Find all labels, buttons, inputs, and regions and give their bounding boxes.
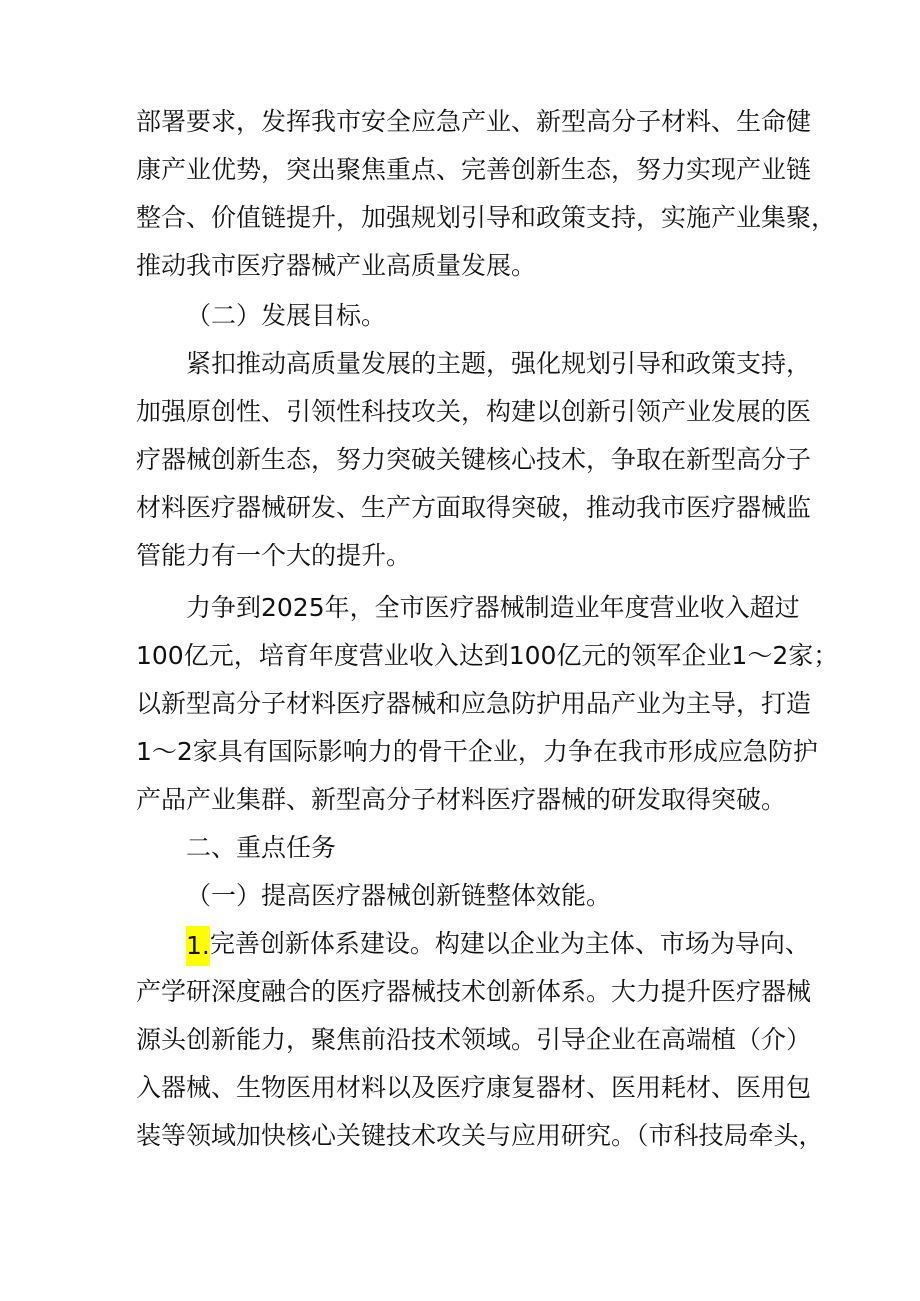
paragraph-line: 产品产业集群、新型高分子材料医疗器械的研发取得突破。 <box>136 785 787 814</box>
subsection-heading-innovation-chain: （一）提高医疗器械创新链整体效能。 <box>186 881 612 910</box>
paragraph-line: 100亿元，培育年度营业收入达到100亿元的领军企业1～2家； <box>136 641 839 670</box>
list-item-1-text: 完善创新体系建设。构建以企业为主体、市场为导向、 <box>209 929 810 958</box>
highlighted-item-number: 1. <box>186 926 210 966</box>
paragraph-line: 部署要求，发挥我市安全应急产业、新型高分子材料、生命健 <box>136 107 812 136</box>
paragraph-line: 管能力有一个大的提升。 <box>136 541 412 570</box>
paragraph-line: 源头创新能力，聚焦前沿技术领域。引导企业在高端植（介） <box>136 1025 812 1054</box>
paragraph-line: 推动我市医疗器械产业高质量发展。 <box>136 251 537 280</box>
section-heading-development-goals: （二）发展目标。 <box>186 301 387 330</box>
paragraph-line: 1～2家具有国际影响力的骨干企业，力争在我市形成应急防护 <box>136 737 818 766</box>
section-heading-key-tasks: 二、重点任务 <box>186 833 337 862</box>
paragraph-line: 入器械、生物医用材料以及医疗康复器材、医用耗材、医用包 <box>136 1073 812 1102</box>
paragraph-line: 整合、价值链提升，加强规划引导和政策支持，实施产业集聚， <box>136 203 837 232</box>
paragraph-line: 产学研深度融合的医疗器械技术创新体系。大力提升医疗器械 <box>136 977 812 1006</box>
paragraph-line: 疗器械创新生态，努力突破关键核心技术，争取在新型高分子 <box>136 445 812 474</box>
list-item-1-line <box>186 926 810 962</box>
paragraph-line: 加强原创性、引领性科技攻关，构建以创新引领产业发展的医 <box>136 397 812 426</box>
paragraph-line: 装等领域加快核心关键技术攻关与应用研究。（市科技局牵头， <box>136 1121 824 1150</box>
paragraph-line: 材料医疗器械研发、生产方面取得突破，推动我市医疗器械监 <box>136 493 812 522</box>
paragraph-line: 紧扣推动高质量发展的主题，强化规划引导和政策支持， <box>186 349 812 378</box>
paragraph-line: 康产业优势，突出聚焦重点、完善创新生态，努力实现产业链 <box>136 155 812 184</box>
paragraph-line: 力争到2025年，全市医疗器械制造业年度营业收入超过 <box>186 593 800 622</box>
paragraph-line: 以新型高分子材料医疗器械和应急防护用品产业为主导，打造 <box>136 689 812 718</box>
